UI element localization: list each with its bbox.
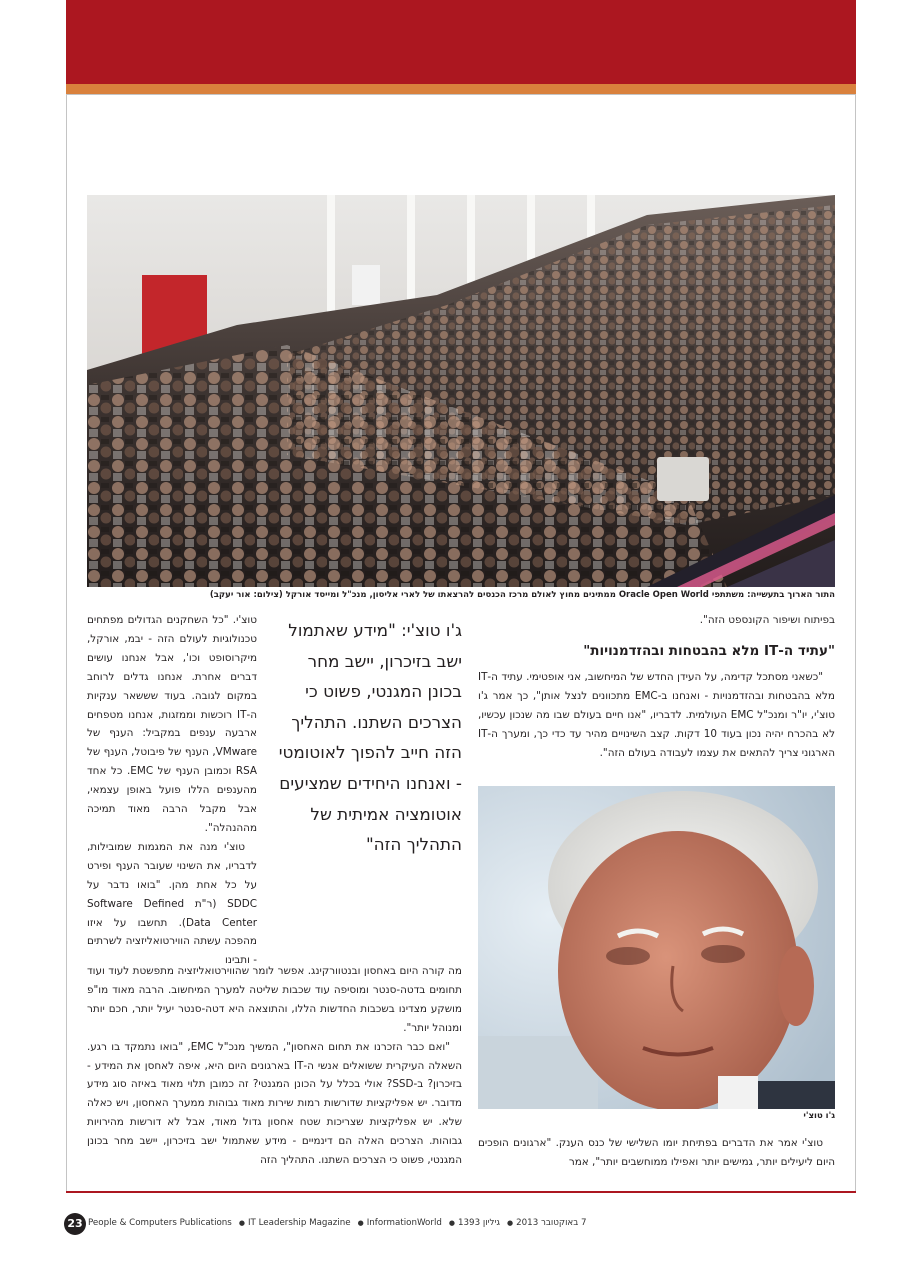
portrait-photo — [478, 786, 835, 1109]
column-right-intro-text: בפיתוח ושיפור הקונספט הזה". — [699, 614, 835, 626]
page-footer — [67, 1215, 858, 1233]
footer-magazine: IT Leadership Magazine — [247, 1218, 351, 1228]
page-frame-right — [855, 94, 856, 1192]
page-number: 23 — [64, 1213, 86, 1235]
lower-paragraph-1: מה קורה היום באחסון ובנטוורקינג. אפשר לומר שהווירטואליזציה מתפשטת לעוד ועוד תחומים בדטה-סנטר ומוסיפה עוד שכבות שליטה למערך המיחשוב. הרבה מאוד מו"פ מושקע מצדינו בשכבות החדשות הללו, והתוצאה היא דטה-סנטר יעיל יותר, חכם יותר ומנוהל יותר". — [87, 965, 462, 1034]
crowd-photo-image — [87, 195, 835, 587]
lower-paragraph-2: "ואם כבר הזכרנו את תחום האחסון", המשיך מנכ"ל EMC, "בואו נתמקד בו רגע. השאלה העיקרית ששואלים אנשי ה-IT בארגונים היום היא, איפה לאחסן את המידע - בזיכרון? ב-SSD? אולי בכלל על הכונן המגנטי? זה כמובן תלוי מאוד באיזה סוג מידע מדובר. יש אפליקציות שדורשות רמות שירות מאוד גבוהות ממערך האחסון, ויש כאלה שלא. יש אפליקציות שצריכות שטח אחסון גדול מאוד, אבל לא דורשות מהירויות גבוהות. הצרכים האלה הם דינמיים - מידע שאתמול ישב בזיכרון, יישב מחר בכונן המגנטי, פשוט כי הצרכים השתנו. התהליך הזה — [87, 1040, 463, 1167]
portrait-image — [478, 786, 835, 1109]
footer-bullet: ● — [357, 1219, 364, 1227]
header-accent-stripe — [66, 84, 856, 94]
page-frame-left — [66, 94, 67, 1192]
crowd-photo — [87, 195, 835, 587]
footer-rule — [66, 1191, 856, 1193]
column-right-bottom-text: טוצ'י אמר את הדברים בפתיחת יומו השלישי של כנס הענק. "ארגונים הופכים היום ליעילים יותר, גמישים יותר ואפילו ממוחשבים יותר", אמר — [478, 1137, 835, 1168]
footer-site: InformationWorld — [366, 1218, 442, 1228]
column-right-paragraph-text: "כשאני מסתכל קדימה, על העידן החדש של המיחשוב, אני אופטימי. עתיד ה-IT מלא בהבטחות ובהזדמנויות - ואנחנו ב-EMC מתכוונים לנצל אותן", כך אמר ג'ו טוצ'י, יו"ר ומנכ"ל EMC העולמית. לדבריו, "אנו חיים בעולם שבו מה שנכון עכשיו, לא בהכרח יהיה נכון בעוד 10 דקות. קצב השינויים מהיר עד כדי כך, ומערך ה-IT הארגוני צריך להתאים את עצמו לעבודה בעולם הזה". — [478, 671, 835, 759]
header-rule — [66, 94, 856, 95]
column-left — [87, 611, 257, 970]
column-right-bottom — [478, 1134, 835, 1172]
pull-quote: ג'ו טוצ'י: "מידע שאתמול ישב בזיכרון, יישב מחר בכונן המגנטי, פשוט כי הצרכים השתנו. התהליך הזה חייב להפוך לאוטומטי - ואנחנו היחידים שמציעים אוטומציה אמיתית של התהליך הזה" — [278, 620, 462, 855]
column-left-paragraph-1: טוצ'י. "כל השחקנים הגדולים מפתחים טכנולוגיות לעולם הזה - יבמ, אורקל, מיקרוסופט וכו', אבל אנחנו עושים דברים אחרת. אנחנו גדלים לרוחב במקום לגובה. בעוד שששאר ענקיות ה-IT רוכשות וממזגות, אנחנו מטפחים ארבעה ענפים במקביל: הענף של VMware, הענף של פיבוטל, הענף של RSA וכמובן הענף של EMC. כל אחד מהענפים הללו פועל באופן עצמאי, אבל מקבל הרבה מאוד תמיכה מההנהלה". — [87, 614, 257, 834]
footer-bullet: ● — [507, 1219, 514, 1227]
footer-date: 7 באוקטובר 2013 — [516, 1218, 587, 1228]
footer-bullet: ● — [238, 1219, 245, 1227]
header-banner — [66, 0, 856, 84]
photo-caption: התור הארוך בתעשייה: משתתפי Oracle Open World ממתינים מחוץ לאולם מרכז הכנסים להרצאתו של לארי אליסון, מנכ"ל ומייסד אורקל (צילום: אור יעקב) — [209, 590, 835, 600]
footer-issue: גיליון 1393 — [457, 1218, 500, 1228]
footer-credits — [88, 1218, 590, 1228]
footer-publisher: People & Computers Publications — [88, 1218, 232, 1228]
portrait-caption: ג'ו טוצ'י — [803, 1111, 835, 1121]
footer-bullet: ● — [448, 1219, 455, 1227]
column-right-paragraph — [478, 668, 835, 763]
section-heading: "עתיד ה-IT מלא בהבטחות ובהזדמנויות" — [583, 643, 835, 659]
column-right-intro — [478, 611, 835, 630]
column-lower-wide — [87, 962, 462, 1170]
column-left-paragraph-2: טוצ'י מנה את המגמות שמובילות, לדבריו, את השינוי שעובר הענף ופירט על כל אחת מהן. "בואו נדבר על SDDC (ר"ת Software Defined Data Center). תחשבו על איזו מהפכה עשתה הווירטואליזציה לשרתים - ותבינו — [87, 840, 257, 967]
